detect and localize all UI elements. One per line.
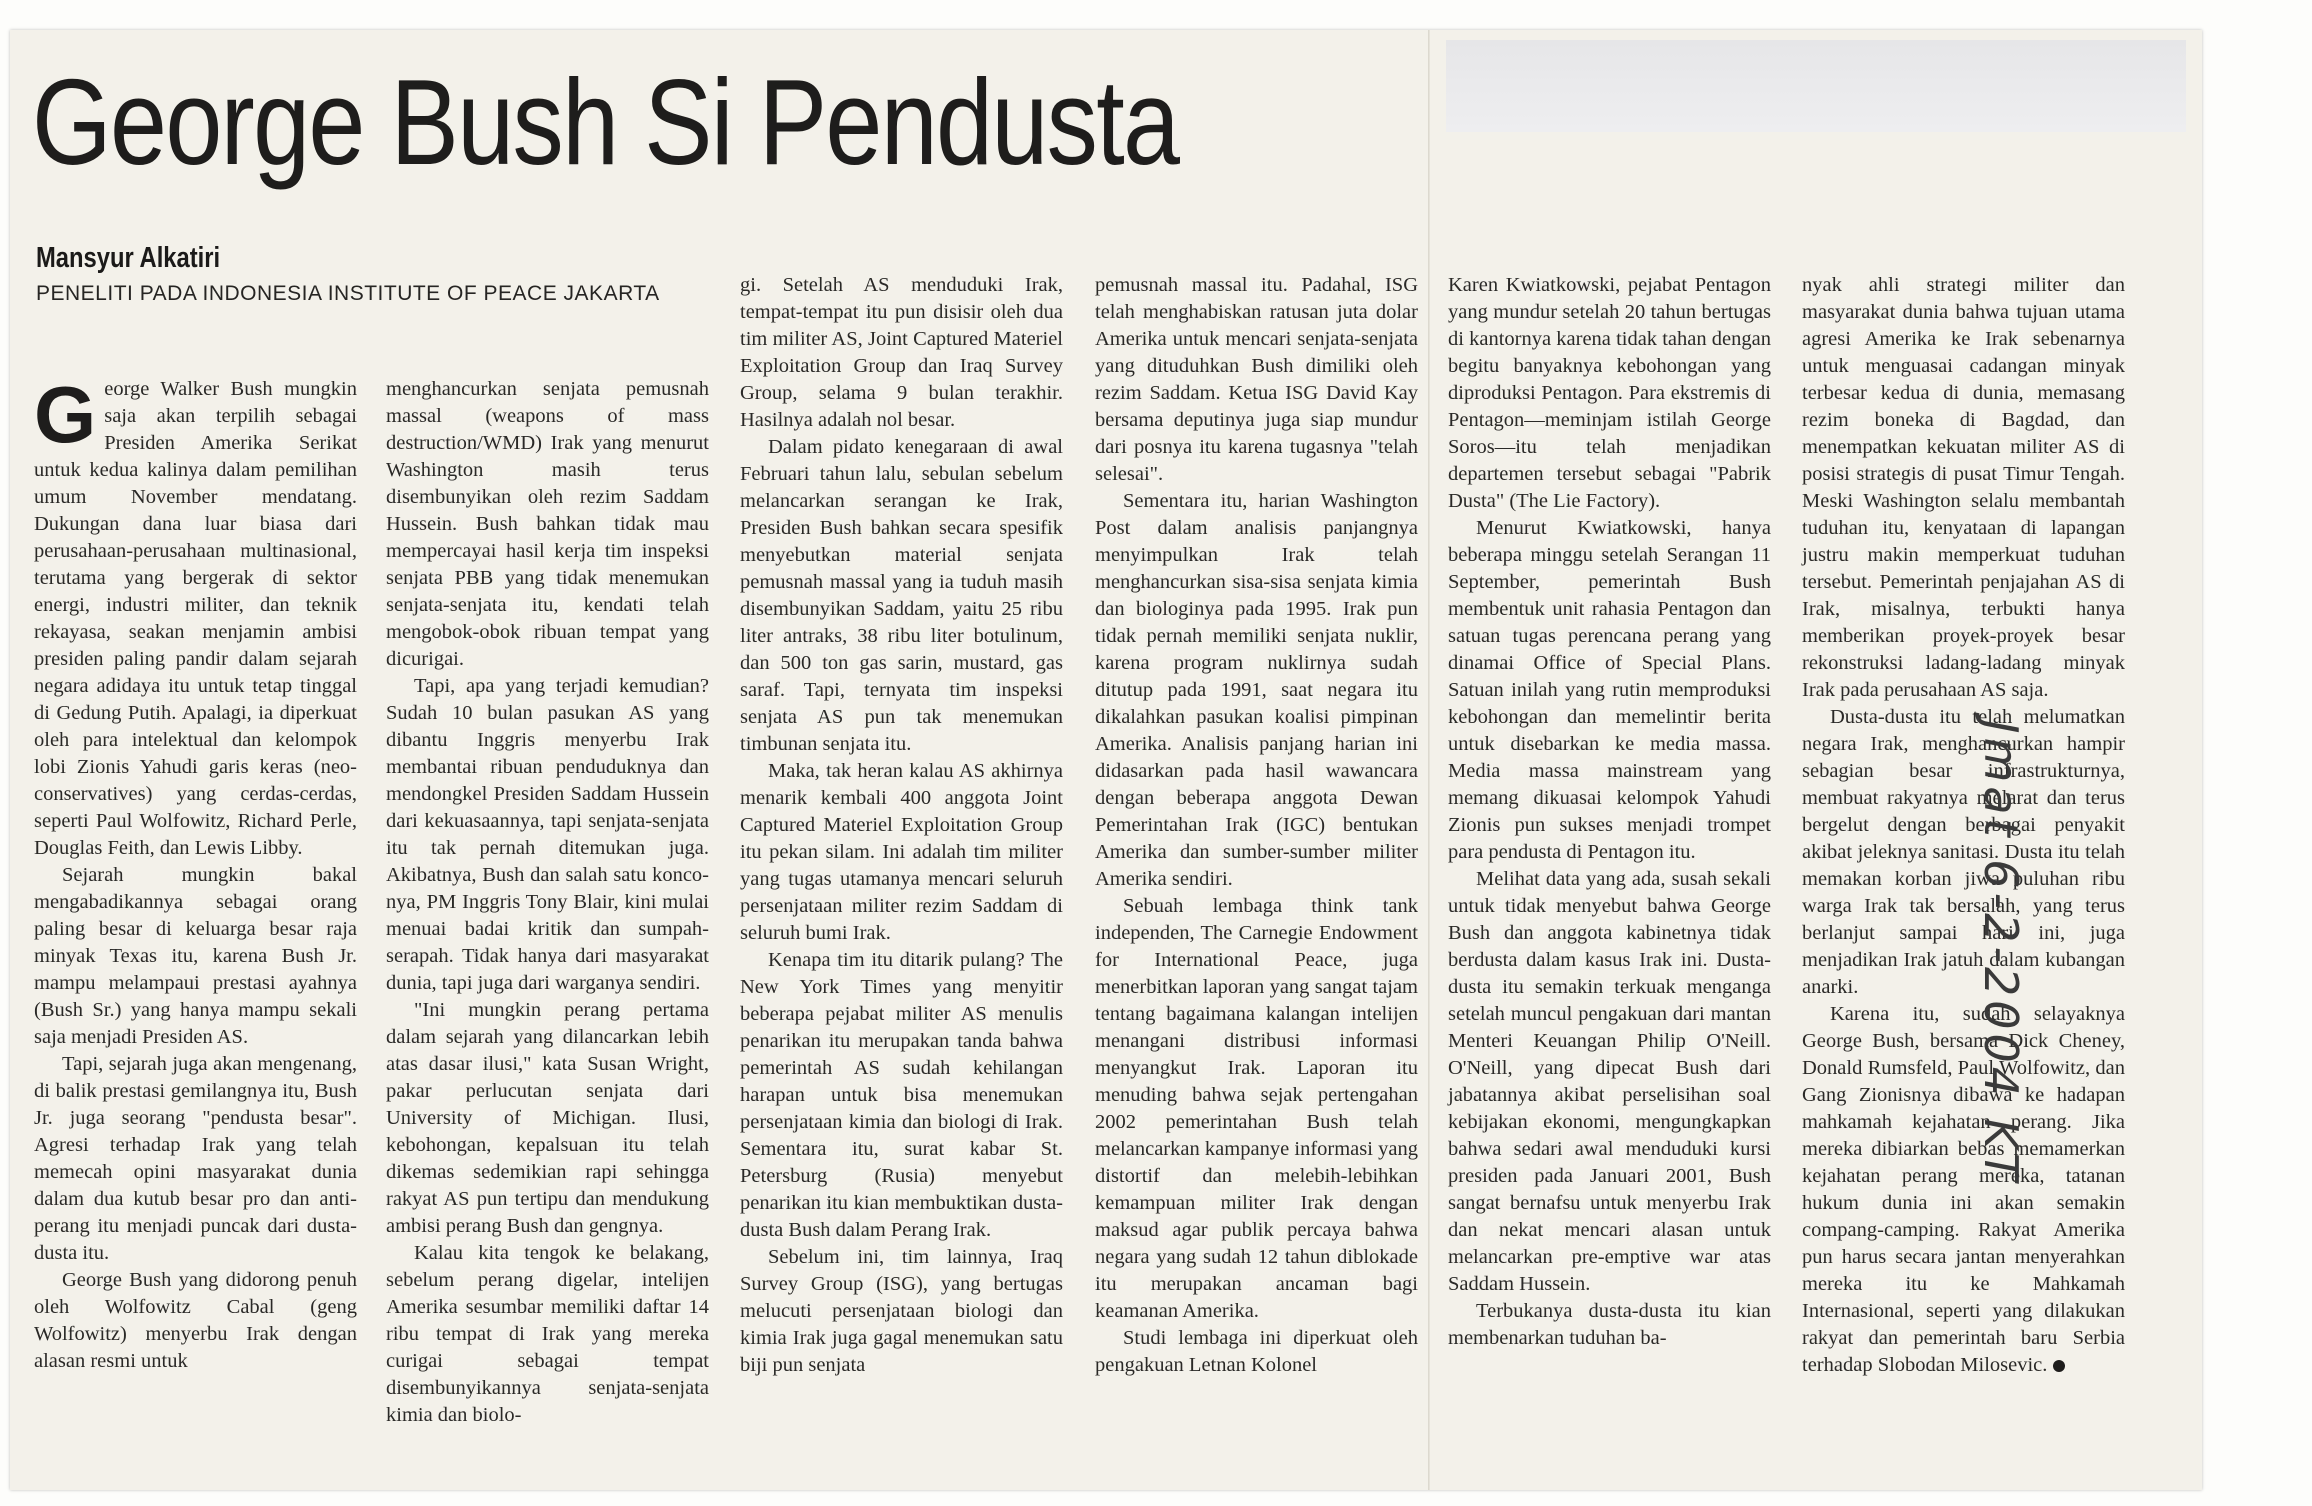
paragraph: Kalau kita tengok ke belakang, sebelum perang digelar, intelijen Amerika sesumbar memiliki daftar 14 ribu tempat di Irak yang mereka curigai sebagai tempat disembunyikannya senjata-senjata kimia dan biolo- (386, 1242, 709, 1426)
headline: George Bush Si Pendusta (32, 54, 1179, 190)
paragraph: Studi lembaga ini diperkuat oleh pengakuan Letnan Kolonel (1095, 1327, 1418, 1376)
paragraph-text: Karena itu, sudah selayaknya George Bush, bersama Dick Cheney, Donald Rumsfeld, Paul Wolfowitz, dan Gang Zionisnya dibawa ke hadapan mahkamah kejahatan perang. Jika mereka dibiarkan bebas memamerkan kejahatan perang mereka, tatanan hukum dunia ini akan semakin compang-camping. Rakyat Amerika pun harus secara jantan menyerahkan mereka itu ke Mahkamah Internasional, seperti yang dilakukan rakyat dan pemerintah baru Serbia terhadap Slobodan Milosevic. (1802, 1003, 2125, 1376)
paragraph: Sejarah mungkin bakal mengabadikannya sebagai orang paling besar di keluarga besar raja minyak Texas itu, karena Bush Jr. mampu melampaui prestasi ayahnya (Bush Sr.) yang hanya mampu sekali saja menjadi Presiden AS. (34, 864, 357, 1048)
paragraph: Karen Kwiatkowski, pejabat Pentagon yang mundur setelah 20 tahun bertugas di kantornya karena tidak tahan dengan begitu banyaknya kebohongan yang diproduksi Pentagon. Para ekstremis di Pentagon—meminjam istilah George Soros—itu telah menjadikan departemen tersebut sebagai "Pabrik Dusta" (The Lie Factory). (1448, 274, 1771, 512)
paragraph: gi. Setelah AS menduduki Irak, tempat-tempat itu pun disisir oleh dua tim militer AS, Joint Captured Materiel Exploitation Group dan Iraq Survey Group, selama 9 bulan terakhir. Hasilnya adalah nol besar. (740, 274, 1063, 431)
article-column-6 (1802, 272, 2125, 1379)
newspaper-clipping (10, 30, 2202, 1490)
article-column-5 (1448, 272, 1771, 1352)
paragraph: nyak ahli strategi militer dan masyarakat dunia bahwa tujuan utama agresi Amerika ke Irak sebenarnya untuk menguasai cadangan minyak terbesar kedua di dunia, memasang rezim boneka di Bagdad, dan menempatkan kekuatan militer AS di posisi strategis di pusat Timur Tengah. Meski Washington selalu membantah tuduhan itu, kenyataan di lapangan justru makin memperkuat tuduhan tersebut. Pemerintah penjajahan AS di Irak, misalnya, terbukti hanya memberikan proyek-proyek besar rekonstruksi ladang-ladang minyak Irak pada perusahaan AS saja. (1802, 274, 2125, 701)
paragraph (1802, 1001, 2125, 1379)
article-column-4 (1095, 272, 1418, 1379)
article-column-1 (34, 370, 357, 1375)
paragraph: Maka, tak heran kalau AS akhirnya menarik kembali 400 anggota Joint Captured Materiel Exploitation Group itu pekan silam. Ini adalah tim militer yang tugas utamanya mencari seluruh persenjataan militer rezim Saddam di seluruh bumi Irak. (740, 760, 1063, 944)
paragraph: pemusnah massal itu. Padahal, ISG telah menghabiskan ratusan juta dolar Amerika untuk mencari senjata-senjata yang dituduhkan Bush dimiliki oleh rezim Saddam. Ketua ISG David Kay bersama deputinya juga siap mundur dari posnya itu karena tugasnya "telah selesai". (1095, 274, 1418, 485)
paragraph: George Bush yang didorong penuh oleh Wolfowitz Cabal (geng Wolfowitz) menyerbu Irak dengan alasan resmi untuk (34, 1269, 357, 1372)
handwritten-date-note: Jmat 6-2-2004 KT (1974, 720, 2028, 1185)
paragraph: "Ini mungkin perang pertama dalam sejarah yang dilancarkan lebih atas dasar ilusi," kata Susan Wright, pakar perlucutan senjata dari University of Michigan. Ilusi, kebohongan, kepalsuan itu telah dikemas sedemikian rapi sehingga rakyat AS pun tertipu dan mendukung ambisi perang Bush dan gengnya. (386, 999, 709, 1237)
drop-cap: G (34, 370, 97, 459)
paragraph: Kenapa tim itu ditarik pulang? The New York Times yang menyitir beberapa pejabat militer AS menulis penarikan itu merupakan tanda bahwa pemerintah AS sudah kehilangan harapan untuk bisa menemukan persenjataan kimia dan biologi di Irak. Sementara itu, surat kabar St. Petersburg (Rusia) menyebut penarikan itu kian membuktikan dusta-dusta Bush dalam Perang Irak. (740, 949, 1063, 1241)
article-column-3 (740, 272, 1063, 1379)
top-band (1446, 40, 2186, 132)
paragraph: Terbukanya dusta-dusta itu kian membenarkan tuduhan ba- (1448, 1300, 1771, 1349)
paragraph: menghancurkan senjata pemusnah massal (weapons of mass destruction/WMD) Irak yang menurut Washington masih terus disembunyikan oleh rezim Saddam Hussein. Bush bahkan tidak mau mempercayai hasil kerja tim inspeksi senjata PBB yang tidak menemukan senjata-senjata itu, kendati telah mengobok-obok ribuan tempat yang dicurigai. (386, 378, 709, 670)
author-name: Mansyur Alkatiri (36, 242, 221, 274)
paragraph: Tapi, apa yang terjadi kemudian? Sudah 10 bulan pasukan AS yang dibantu Inggris menyerbu Irak membantai ribuan penduduknya dan mendongkel Presiden Saddam Hussein dari kekuasaannya, tapi senjata-senjata itu tak pernah ditemukan juga. Akibatnya, Bush dan salah satu konco-nya, PM Inggris Tony Blair, kini mulai menuai badai kritik dan sumpah-serapah. Tidak hanya dari masyarakat dunia, tapi juga dari warganya sendiri. (386, 675, 709, 994)
paragraph: Sebuah lembaga think tank independen, The Carnegie Endowment for International Peace, juga menerbitkan laporan yang sangat tajam tentang bagaimana kalangan intelijen menangani distribusi informasi menyangkut Irak. Laporan itu menuding bahwa sejak pertengahan 2002 pemerintahan Bush telah melancarkan kampanye informasi yang distortif dan melebih-lebihkan kemampuan militer Irak dengan maksud agar publik percaya bahwa negara yang sudah 12 tahun diblokade itu merupakan ancaman bagi keamanan Amerika. (1095, 895, 1418, 1322)
paragraph: Melihat data yang ada, susah sekali untuk tidak menyebut bahwa George Bush dan anggota kabinetnya tidak berdusta dalam kasus Irak ini. Dusta-dusta itu semakin terkuak menganga setelah muncul pengakuan dari mantan Menteri Keuangan Philip O'Neill. O'Neill, yang dipecat Bush dari jabatannya akibat perselisihan soal kebijakan ekonomi, mengungkapkan bahwa sedari awal menduduki kursi presiden pada Januari 2001, Bush sangat bernafsu untuk menyerbu Irak dan nekat mencari alasan untuk melancarkan pre-emptive war atas Saddam Hussein. (1448, 868, 1771, 1295)
paragraph: Dalam pidato kenegaraan di awal Februari tahun lalu, sebulan sebelum melancarkan serangan ke Irak, Presiden Bush bahkan secara spesifik menyebutkan material senjata pemusnah massal yang ia tuduh masih disembunyikan Saddam, yaitu 25 ribu liter antraks, 38 ribu liter botulinum, dan 500 ton gas sarin, mustard, gas saraf. Tapi, ternyata tim inspeksi senjata AS pun tak menemukan timbunan senjata itu. (740, 436, 1063, 755)
paragraph: Dusta-dusta itu telah melumatkan negara Irak, menghancurkan hampir sebagian besar infrastrukturnya, membuat rakyatnya melarat dan terus bergelut dengan berbagai penyakit akibat jeleknya sanitasi. Dusta itu telah memakan korban jiwa puluhan ribu warga Irak tak bersalah, yang terus berlanjut sampai hari ini, juga menjadikan Irak jatuh dalam kubangan anarki. (1802, 706, 2125, 998)
paragraph: Sementara itu, harian Washington Post dalam analisis panjangnya menyimpulkan Irak telah menghancurkan sisa-sisa senjata kimia dan biologinya pada 1995. Irak pun tidak pernah memiliki senjata nuklir, karena program nuklirnya sudah ditutup pada 1991, saat negara itu dikalahkan pasukan koalisi pimpinan Amerika. Analisis panjang harian ini didasarkan pada hasil wawancara dengan beberapa anggota Dewan Pemerintahan Irak (IGC) bentukan Amerika dan sumber-sumber militer Amerika sendiri. (1095, 490, 1418, 890)
page-fold (1428, 30, 1430, 1490)
paragraph: Sebelum ini, tim lainnya, Iraq Survey Group (ISG), yang bertugas melucuti persenjataan biologi dan kimia Irak juga gagal menemukan satu biji pun senjata (740, 1246, 1063, 1376)
end-mark-icon (2053, 1360, 2065, 1372)
paragraph (34, 370, 357, 862)
paragraph: Menurut Kwiatkowski, hanya beberapa minggu setelah Serangan 11 September, pemerintah Bush membentuk unit rahasia Pentagon dan satuan tugas perencana perang yang dinamai Office of Special Plans. Satuan inilah yang rutin memproduksi kebohongan dan memelintir berita untuk disebarkan ke media massa. Media massa mainstream yang memang dikuasai kelompok Yahudi Zionis pun sukses menjadi trompet para pendusta di Pentagon itu. (1448, 517, 1771, 863)
author-affiliation: PENELITI PADA INDONESIA INSTITUTE OF PEACE JAKARTA (36, 282, 660, 305)
paragraph: Tapi, sejarah juga akan mengenang, di balik prestasi gemilangnya itu, Bush Jr. juga seorang "pendusta besar". Agresi terhadap Irak yang telah memecah opini masyarakat dunia dalam dua kutub besar pro dan anti-perang itu menjadi puncak dari dusta-dusta itu. (34, 1053, 357, 1264)
paragraph-text: eorge Walker Bush mungkin saja akan terpilih sebagai Presiden Amerika Serikat untuk kedua kalinya dalam pemilihan umum November mendatang. Dukungan dana luar biasa dari perusahaan-perusahaan multinasional, terutama yang bergerak di sektor energi, industri militer, dan teknik rekayasa, seakan menjamin ambisi presiden paling pandir dalam sejarah negara adidaya itu untuk tetap tinggal di Gedung Putih. Apalagi, ia diperkuat oleh para intelektual dan kelompok lobi Zionis Yahudi garis keras (neo-conservatives) yang cerdas-cerdas, seperti Paul Wolfowitz, Richard Perle, Douglas Feith, dan Lewis Libby. (34, 378, 357, 859)
article-column-2 (386, 376, 709, 1429)
